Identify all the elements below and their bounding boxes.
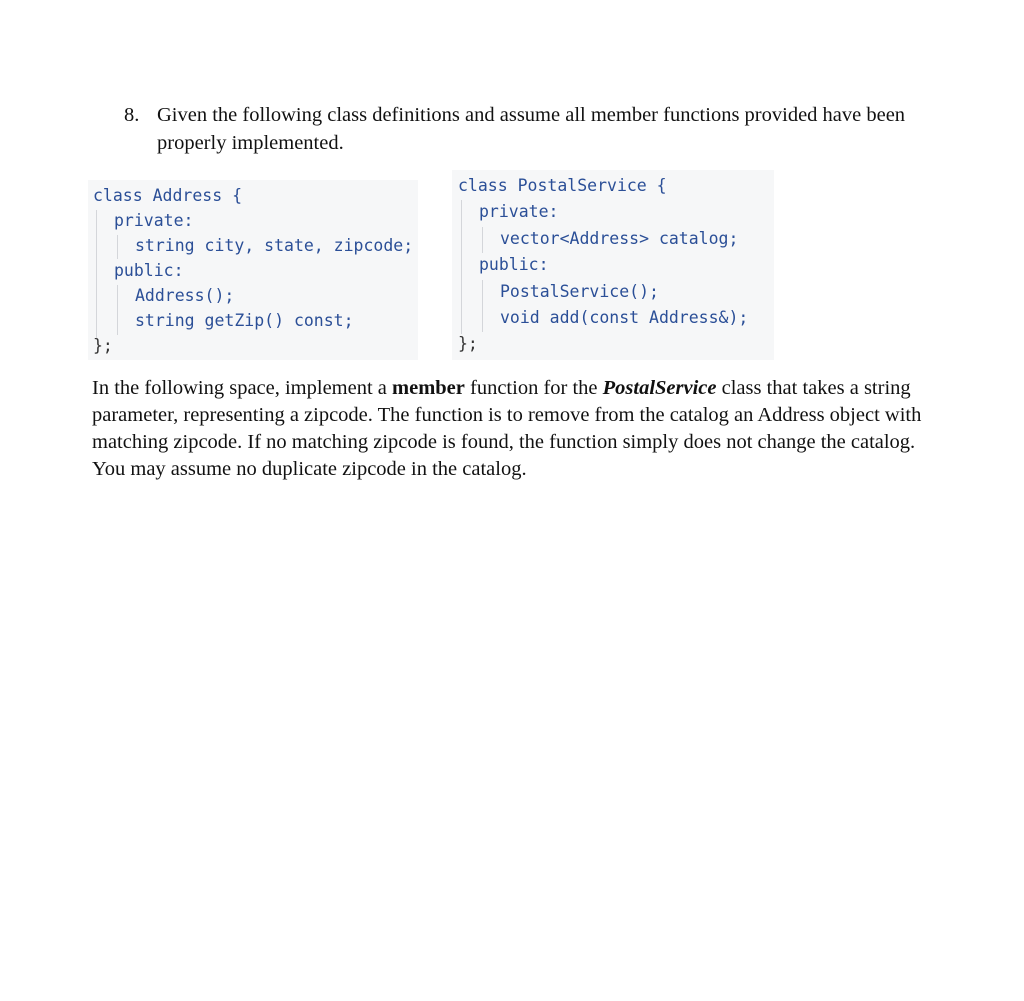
postalservice-class-code: [452, 170, 774, 360]
code-line: class Address {: [93, 186, 243, 205]
code-line: string getZip() const;: [135, 311, 354, 330]
question-text: Given the following class definitions and assume all member functions provided have been properly implemented.: [157, 104, 906, 154]
code-line: };: [93, 336, 113, 355]
code-line: public:: [114, 261, 184, 280]
indent-guide: [117, 235, 118, 259]
indent-guide: [96, 210, 97, 338]
address-class-code: [88, 180, 418, 360]
instructions-text: function for the: [464, 377, 603, 399]
indent-guide: [482, 280, 483, 332]
code-line: public:: [479, 255, 549, 274]
code-line: void add(const Address&);: [500, 308, 749, 327]
code-line: };: [458, 334, 478, 353]
code-line: private:: [479, 202, 559, 221]
instructions-text: In the following space, implement a: [92, 377, 393, 399]
code-line: PostalService();: [500, 282, 659, 301]
class-name-emphasis: PostalService: [602, 377, 717, 399]
instructions-text: class that takes a string parameter, representing a zipcode. The function is to remove from the catalog an Address object with matching zipcode. If no matching zipcode is found, the function simply does not change the catalog. You may assume no duplicate zipcode in the catalog.: [92, 377, 922, 480]
code-line: class PostalService {: [458, 176, 667, 195]
code-line: string city, state, zipcode;: [135, 236, 414, 255]
emphasis-member: member: [392, 377, 465, 399]
instructions-paragraph: [92, 375, 932, 483]
indent-guide: [461, 200, 462, 334]
code-line: private:: [114, 211, 194, 230]
indent-guide: [482, 227, 483, 253]
code-line: Address();: [135, 286, 235, 305]
question-number: 8.: [124, 104, 140, 126]
code-line: vector<Address> catalog;: [500, 229, 739, 248]
indent-guide: [117, 285, 118, 335]
